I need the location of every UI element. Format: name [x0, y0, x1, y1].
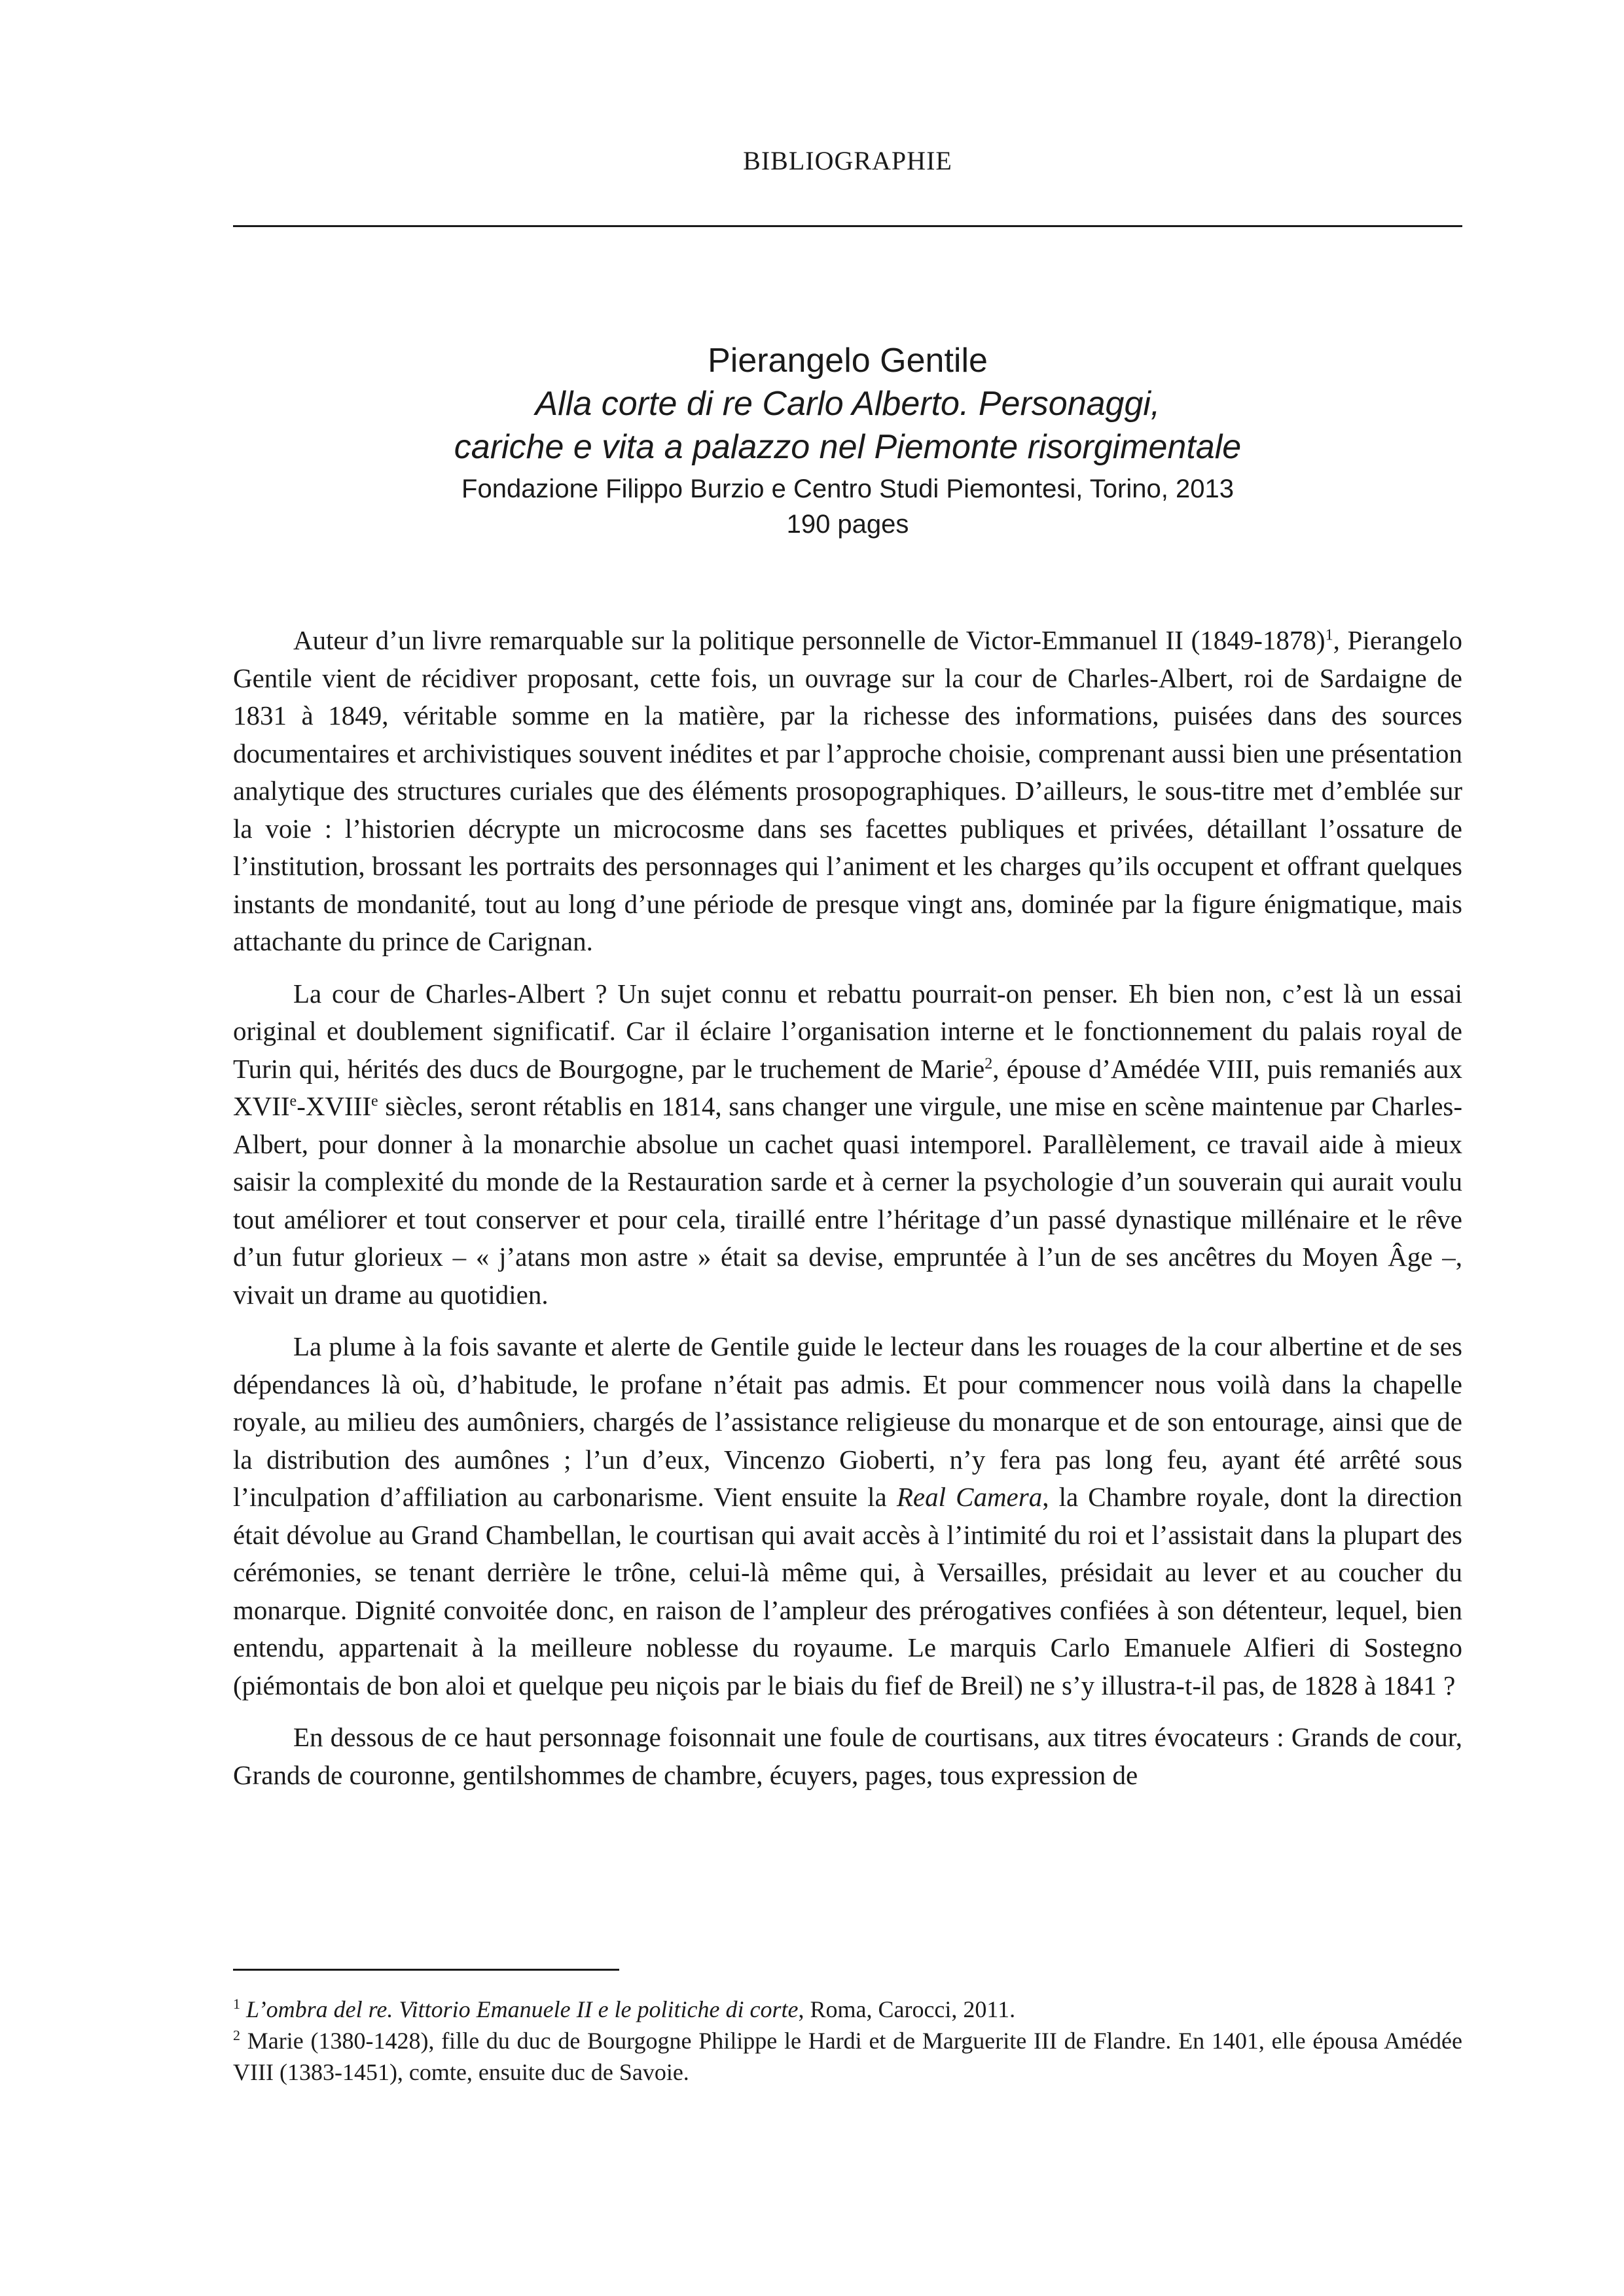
footnote-1-title: L’ombra del re. Vittorio Emanuele II e le politiche di corte	[246, 1996, 799, 2022]
review-body	[233, 622, 1462, 1808]
paragraph-1	[233, 622, 1462, 961]
paragraph-2-text-d: siècles, seront rétablis en 1814, sans changer une virgule, une mise en scène maintenue par Charles-Albert, pour donner à la monarchie absolue un cachet quasi intemporel. Parallèlement, ce travail aide à mieux saisir la complexité du monde de la Restauration sarde et à cerner la psychologie d’un souverain qui aurait voulu tout améliorer et tout conserver et pour cela, tiraillé entre l’héritage d’un passé dynastique millénaire et le rêve d’un futur glorieux – « j’atans mon astre » était sa devise, empruntée à l’un de ses ancêtres du Moyen Âge –, vivait un drame au quotidien.	[233, 1091, 1462, 1310]
footnote-1-number: 1	[233, 1996, 240, 2012]
header-rule	[233, 225, 1462, 227]
century-ordinal-2: e	[371, 1092, 378, 1110]
book-publisher: Fondazione Filippo Burzio e Centro Studi Piemontesi, Torino, 2013	[461, 475, 1234, 503]
footnote-1	[233, 1994, 1462, 2025]
paragraph-2-text-a: La cour de Charles-Albert ? Un sujet connu et rebattu pourrait-on penser. Eh bien non, c’est là un essai original et doublement significatif. Car il éclaire l’organisation interne et le fonctionnement du palais royal de Turin qui, hérités des ducs de Bourgogne, par le truchement de Marie	[233, 978, 1462, 1084]
book-title-line-2: cariche e vita a palazzo nel Piemonte risorgimentale	[454, 428, 1242, 466]
footnote-2	[233, 2025, 1462, 2088]
book-title-line-1: Alla corte di re Carlo Alberto. Personaggi,	[535, 385, 1161, 423]
paragraph-3-text-b: , la Chambre royale, dont la direction était dévolue au Grand Chambellan, le courtisan qui avait accès à l’intimité du roi et l’assistait dans la plupart des cérémonies, se tenant derrière le trône, celui-là même qui, à Versailles, présidait au lever et au coucher du monarque. Dignité convoitée donc, en raison de l’ampleur des prérogatives confiées à son détenteur, lequel, bien entendu, appartenait à la meilleure noblesse du royaume. Le marquis Carlo Emanuele Alfieri di Sostegno (piémontais de bon aloi et quelque peu niçois par le biais du fief de Breil) ne s’y illustra-t-il pas, de 1828 à 1841 ?	[233, 1482, 1462, 1700]
paragraph-3	[233, 1328, 1462, 1704]
footnote-2-text: Marie (1380-1428), fille du duc de Bourgogne Philippe le Hardi et de Marguerite III de Flandre. En 1401, elle épousa Amédée VIII (1383-1451), comte, ensuite duc de Savoie.	[233, 2028, 1463, 2085]
footnote-ref-1: 1	[1325, 626, 1333, 644]
book-author: Pierangelo Gentile	[708, 342, 988, 380]
footnote-ref-2: 2	[984, 1054, 993, 1072]
paragraph-3-italic: Real Camera	[896, 1482, 1043, 1512]
paragraph-2-text-c: -XVIII	[297, 1091, 372, 1121]
paragraph-2	[233, 975, 1462, 1314]
book-reference	[233, 339, 1462, 542]
paragraph-4: En dessous de ce haut personnage foisonnait une foule de courtisans, aux titres évocateurs : Grands de cour, Grands de couronne, gentilshommes de chambre, écuyers, pages, tous expression de	[233, 1722, 1462, 1790]
footnote-1-rest: , Roma, Carocci, 2011.	[798, 1996, 1016, 2022]
paragraph-1-text-b: , Pierangelo Gentile vient de récidiver proposant, cette fois, un ouvrage sur la cour de Charles-Albert, roi de Sardaigne de 1831 à 1849, véritable somme en la matière, par la richesse des informations, puisées dans des sources documentaires et archivistiques souvent inédites et par l’approche choisie, comprenant aussi bien une présentation analytique des structures curiales que des éléments prosopographiques. D’ailleurs, le sous-titre met d’emblée sur la voie : l’historien décrypte un microcosme dans ses facettes publiques et privées, détaillant l’ossature de l’institution, brossant les portraits des personnages qui l’animent et les charges qu’ils occupent et offrant quelques instants de mondanité, tout au long d’une période de presque vingt ans, dominée par la figure énigmatique, mais attachante du prince de Carignan.	[233, 625, 1462, 956]
footnote-2-number: 2	[233, 2027, 240, 2043]
paragraph-2-text-b: , épouse d’Amédée VIII, puis remaniés aux XVII	[233, 1053, 1462, 1121]
book-pages: 190 pages	[786, 510, 909, 539]
century-ordinal-1: e	[289, 1092, 297, 1110]
footnote-rule	[233, 1969, 619, 1971]
footnotes	[233, 1994, 1462, 2088]
paragraph-3-text-a: La plume à la fois savante et alerte de Gentile guide le lecteur dans les rouages de la cour albertine et de ses dépendances là où, d’habitude, le profane n’était pas admis. Et pour commencer nous voilà dans la chapelle royale, au milieu des aumôniers, chargés de l’assistance religieuse du monarque et de son entourage, ainsi que de la distribution des aumônes ; l’un d’eux, Vincenzo Gioberti, n’y fera pas long feu, ayant été arrêté sous l’inculpation d’affiliation au carbonarisme. Vient ensuite la	[233, 1331, 1462, 1512]
running-title: BIBLIOGRAPHIE	[743, 146, 952, 175]
paragraph-1-text-a: Auteur d’un livre remarquable sur la politique personnelle de Victor-Emmanuel II (1849-1878)	[293, 625, 1326, 655]
